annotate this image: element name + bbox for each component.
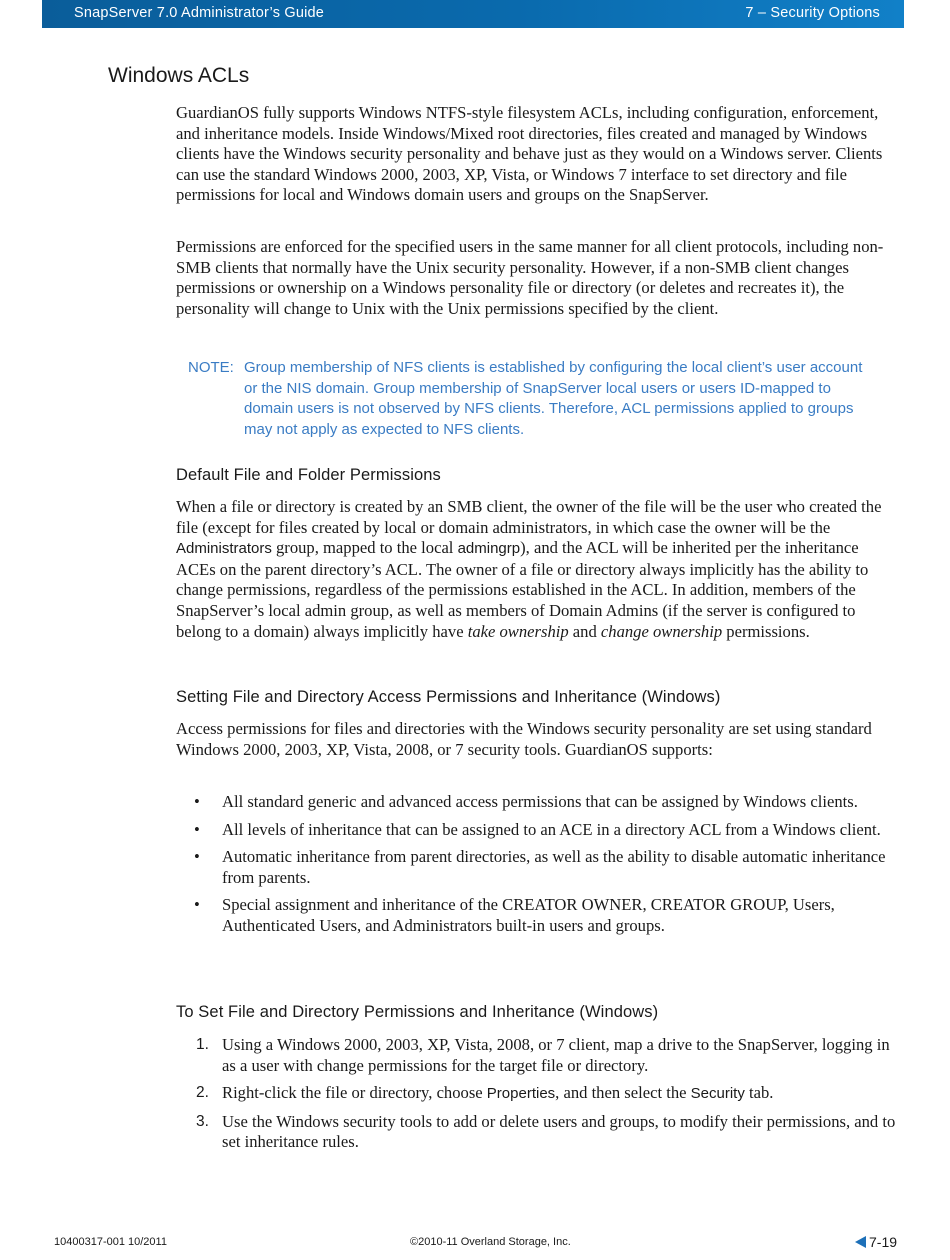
procedure-steps	[176, 1035, 898, 1160]
heading-setting-permissions: Setting File and Directory Access Permissions and Inheritance (Windows)	[176, 688, 721, 706]
supports-list	[176, 792, 898, 944]
text-run: permissions.	[722, 621, 810, 641]
header-guide-title: SnapServer 7.0 Administrator’s Guide	[74, 5, 325, 21]
bullet-marker: •	[194, 792, 200, 811]
text-run: and	[568, 621, 601, 641]
paragraph-intro: GuardianOS fully supports Windows NTFS-style filesystem ACLs, including configuration, enforcement, and inheritance models. Inside Windows/Mixed root directories, files created and managed by Windows clients have the Windows security personality and behave just as they would on a Windows server. Clients can use the standard Windows 2000, 2003, XP, Vista, or Windows 7 interface to set directory and file permissions for local and Windows domain users and groups on the SnapServer.	[176, 103, 883, 205]
text-run: group, mapped to the local	[271, 538, 458, 558]
step-item	[176, 1035, 898, 1076]
footer-doc-number: 10400317-001 10/2011	[54, 1236, 167, 1248]
list-item-text: All standard generic and advanced access permissions that can be assigned by Windows clients.	[222, 792, 858, 811]
text-run: When a file or directory is created by an SMB client, the owner of the file will be the user who created the file (except for files created by local or domain administrators, in which case the owner will be the	[176, 497, 882, 537]
note-text: Group membership of NFS clients is established by configuring the local client’s user account or the NIS domain. Group membership of SnapServer local users or users ID-mapped to domain users is not observed by NFS clients. Therefore, ACL permissions applied to groups may not apply as expected to NFS clients.	[244, 359, 863, 438]
ui-term-properties: Properties	[486, 1085, 556, 1103]
list-item	[176, 820, 898, 841]
header-chapter-title: 7 – Security Options	[745, 5, 880, 21]
footer-page-number	[855, 1234, 897, 1250]
step-text: Use the Windows security tools to add or delete users and groups, to modify their permissions, and to set inheritance rules.	[222, 1111, 896, 1152]
list-item	[176, 847, 898, 888]
bullet-marker: •	[194, 819, 200, 839]
step-number: 2.	[196, 1084, 209, 1102]
emphasis-change-ownership: change ownership	[600, 621, 723, 641]
step-text: Using a Windows 2000, 2003, XP, Vista, 2008, or 7 client, map a drive to the SnapServer, logging in as a user with change permissions for the target file or directory.	[222, 1035, 890, 1075]
ui-term-admingrp: admingrp	[457, 540, 521, 558]
paragraph-setting-intro: Access permissions for files and directories with the Windows security personality are set using standard Windows 2000, 2003, XP, Vista, 2008, or 7 security tools. GuardianOS supports:	[176, 719, 872, 759]
step-item	[176, 1112, 898, 1153]
note-box	[188, 358, 878, 440]
bullet-marker: •	[194, 895, 200, 915]
step-text-run: tab.	[744, 1083, 774, 1103]
emphasis-take-ownership: take ownership	[467, 621, 569, 641]
list-item-text: Automatic inheritance from parent directories, as well as the ability to disable automatic inheritance from parents.	[222, 847, 886, 887]
paragraph-enforcement: Permissions are enforced for the specified users in the same manner for all client protocols, including non-SMB clients that normally have the Unix security personality. However, if a non-SMB client changes permissions or ownership on a Windows personality file or directory (or deletes and recreates it), the personality will change to Unix with the Unix permissions specified by the client.	[176, 237, 884, 318]
ui-term-security: Security	[690, 1085, 745, 1103]
list-item	[176, 895, 898, 936]
note-label: NOTE:	[188, 359, 234, 376]
text-run: ), and the ACL will be inherited per the inheritance ACEs on the parent directory’s ACL. The owner of a file or directory always implicitly has the ability to change permissions, regardless of the permissions established in the ACL. In addition, members of the SnapServer’s local admin group, as well as members of Domain Admins (if the server is configured to belong to a domain) always implicitly have	[176, 538, 869, 641]
ui-term-administrators: Administrators	[176, 540, 272, 558]
heading-procedure: To Set File and Directory Permissions and Inheritance (Windows)	[176, 1003, 659, 1021]
step-text-run: Right-click the file or directory, choose	[222, 1083, 487, 1103]
step-item	[176, 1083, 898, 1105]
section-title: Windows ACLs	[108, 64, 250, 87]
paragraph-default-permissions	[176, 497, 898, 642]
page-number-text: 7-19	[869, 1234, 898, 1250]
page-header	[42, 0, 904, 28]
step-text-run: , and then select the	[555, 1083, 691, 1103]
footer-copyright: ©2010-11 Overland Storage, Inc.	[410, 1236, 571, 1248]
list-item	[176, 792, 898, 813]
step-number: 1.	[196, 1036, 209, 1053]
list-item-text: Special assignment and inheritance of the CREATOR OWNER, CREATOR GROUP, Users, Authenticated Users, and Administrators built-in users and groups.	[222, 895, 835, 935]
list-item-text: All levels of inheritance that can be assigned to an ACE in a directory ACL from a Windows client.	[222, 819, 881, 839]
step-number: 3.	[196, 1112, 209, 1130]
heading-default-permissions: Default File and Folder Permissions	[176, 466, 441, 484]
bullet-marker: •	[194, 847, 200, 867]
